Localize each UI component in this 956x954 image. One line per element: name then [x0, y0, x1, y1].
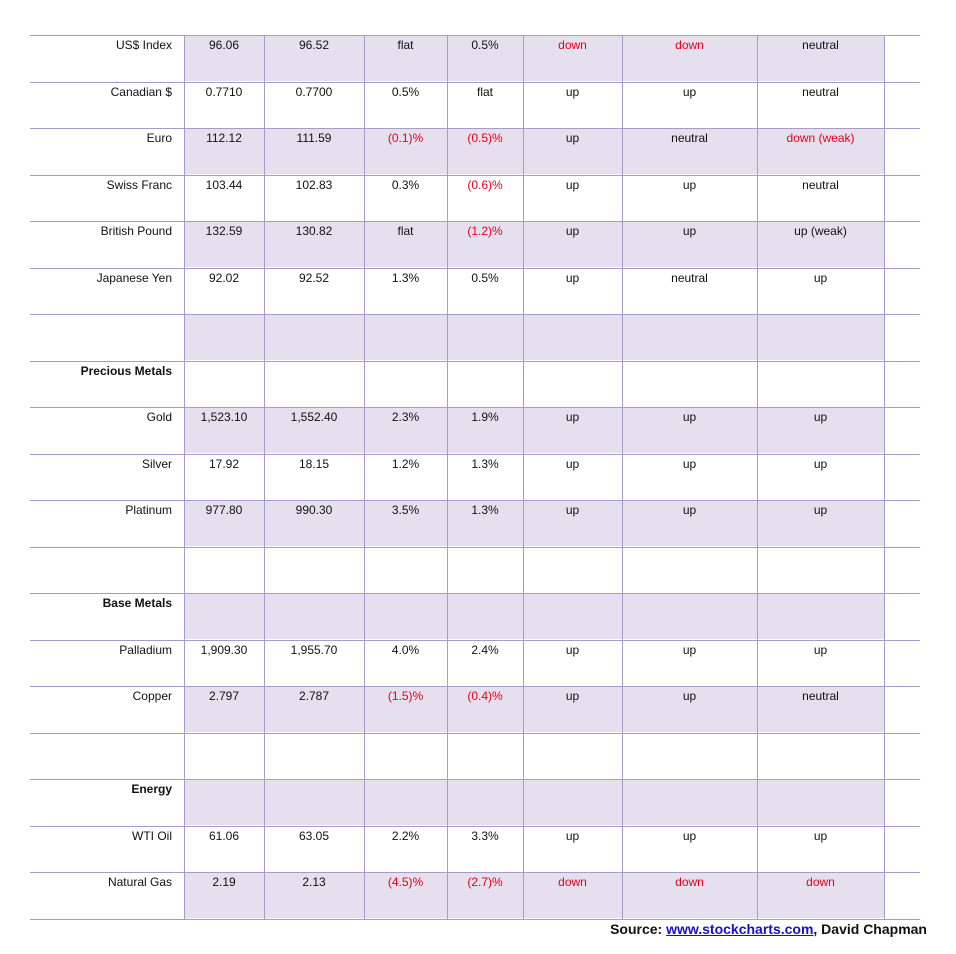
table-cell-col2: 102.83 [295, 177, 333, 192]
instrument-name: Platinum [125, 503, 172, 517]
table-cell-col6: up [682, 828, 697, 843]
table-cell-col1: 2.797 [184, 686, 264, 732]
table-cell-col5: up [523, 221, 622, 267]
table-cell-col1: 977.80 [184, 500, 264, 546]
table-cell-col6: up [682, 84, 697, 99]
grid-line-horizontal [30, 314, 920, 315]
table-cell-col6: up [682, 642, 697, 657]
table-cell-col1 [184, 361, 264, 407]
table-cell-col1: 61.06 [208, 828, 240, 843]
instrument-name: Euro [146, 131, 172, 145]
table-cell-col7 [757, 779, 884, 825]
grid-line-horizontal [30, 919, 920, 920]
source-credit [610, 921, 927, 937]
table-cell-col3: 1.3% [391, 270, 420, 285]
table-cell-col5 [523, 733, 622, 779]
instrument-name: Gold [146, 410, 172, 424]
table-cell-col2 [264, 314, 364, 360]
table-cell-col3: 0.5% [391, 84, 420, 99]
table-cell-col3 [364, 593, 447, 639]
table-cell-col2: 111.59 [264, 128, 364, 174]
table-cell-col3: flat [364, 221, 447, 267]
grid-line-horizontal [30, 826, 920, 827]
table-cell-col4: 3.3% [471, 828, 499, 843]
table-cell-col7: neutral [802, 177, 839, 192]
table-cell-col4 [447, 361, 523, 407]
table-cell-spacer [884, 500, 920, 546]
table-cell-spacer [884, 35, 920, 81]
table-cell-col2 [264, 779, 364, 825]
instrument-name: WTI Oil [132, 828, 172, 843]
table-cell-col2: 96.52 [264, 35, 364, 81]
table-cell-col4 [447, 547, 523, 593]
grid-line-horizontal [30, 593, 920, 594]
table-cell-col2 [264, 733, 364, 779]
table-cell-col4: 0.5% [447, 35, 523, 81]
table-cell-col6: down [622, 35, 757, 81]
table-cell-col7 [757, 593, 884, 639]
grid-line-horizontal [30, 733, 920, 734]
table-cell-col1: 2.19 [184, 872, 264, 918]
table-cell-col6: up [622, 221, 757, 267]
table-cell-spacer [884, 221, 920, 267]
grid-line-horizontal [30, 128, 920, 129]
source-label: Source: [610, 921, 667, 937]
table-cell-col2: 2.13 [264, 872, 364, 918]
table-cell-col7: up [757, 500, 884, 546]
table-cell-col6 [622, 314, 757, 360]
table-cell-col4: (0.4)% [447, 686, 523, 732]
table-cell-col1 [184, 779, 264, 825]
table-cell-col5: up [565, 828, 580, 843]
table-cell-col6 [622, 593, 757, 639]
table-cell-col2: 990.30 [264, 500, 364, 546]
grid-line-vertical [447, 35, 448, 919]
table-cell-col4 [447, 733, 523, 779]
table-cell-col5: up [523, 407, 622, 453]
table-cell-col1 [184, 314, 264, 360]
table-cell-col6: down [622, 872, 757, 918]
table-cell-col6: up [622, 407, 757, 453]
table-cell-col7 [757, 361, 884, 407]
table-cell-col7: up [813, 270, 828, 285]
grid-line-horizontal [30, 872, 920, 873]
table-cell-col7: up [813, 642, 828, 657]
table-cell-col5: down [523, 872, 622, 918]
table-cell-col5: up [565, 270, 580, 285]
table-cell-spacer [884, 128, 920, 174]
table-cell-col1 [184, 547, 264, 593]
instrument-name: British Pound [100, 224, 172, 238]
table-cell-col6: up [622, 686, 757, 732]
table-cell-col3 [364, 779, 447, 825]
instrument-name: Natural Gas [107, 875, 172, 889]
table-cell-col1: 0.7710 [205, 84, 243, 99]
grid-line-vertical [364, 35, 365, 919]
grid-line-vertical [622, 35, 623, 919]
table-cell-col5: up [565, 84, 580, 99]
grid-line-horizontal [30, 361, 920, 362]
table-cell-col5: up [523, 128, 622, 174]
table-cell-col7: up [757, 407, 884, 453]
instrument-name: Copper [132, 689, 172, 703]
table-cell-col4: flat [476, 84, 493, 99]
table-cell-col1: 103.44 [205, 177, 243, 192]
table-cell-col3: flat [364, 35, 447, 81]
table-cell-col3: 1.2% [391, 456, 420, 471]
table-cell-col3: (0.1)% [364, 128, 447, 174]
instrument-name [30, 733, 184, 779]
table-cell-col3: 0.3% [391, 177, 420, 192]
table-cell-spacer [884, 733, 920, 779]
table-cell-col1: 1,523.10 [184, 407, 264, 453]
instrument-name: Palladium [119, 642, 172, 657]
table-cell-col7: neutral [757, 686, 884, 732]
grid-line-vertical [264, 35, 265, 919]
table-cell-col2: 1,955.70 [290, 642, 338, 657]
table-cell-col5 [523, 361, 622, 407]
table-cell-col5: up [565, 642, 580, 657]
table-cell-col7: up [813, 456, 828, 471]
table-cell-col6: up [682, 177, 697, 192]
grid-line-horizontal [30, 500, 920, 501]
table-cell-spacer [884, 686, 920, 732]
instrument-name: Canadian $ [110, 84, 172, 99]
table-cell-spacer [884, 268, 920, 314]
table-cell-col5 [523, 314, 622, 360]
grid-line-horizontal [30, 779, 920, 780]
table-cell-col2: 2.787 [264, 686, 364, 732]
grid-line-vertical [523, 35, 524, 919]
table-cell-col4: 0.5% [471, 270, 499, 285]
table-cell-spacer [884, 826, 920, 872]
table-cell-col3: (4.5)% [364, 872, 447, 918]
table-cell-col2 [264, 361, 364, 407]
table-cell-col7: up (weak) [757, 221, 884, 267]
table-cell-col4 [447, 779, 523, 825]
table-cell-spacer [884, 640, 920, 686]
table-cell-col5: up [523, 686, 622, 732]
table-cell-col7: down (weak) [757, 128, 884, 174]
instrument-name: Japanese Yen [96, 270, 172, 285]
table-cell-col6: up [682, 456, 697, 471]
grid-line-horizontal [30, 407, 920, 408]
table-cell-col4 [447, 593, 523, 639]
table-cell-col2: 0.7700 [295, 84, 333, 99]
table-cell-col6: neutral [622, 128, 757, 174]
table-cell-col4: (0.6)% [467, 177, 503, 192]
table-cell-col6: up [622, 500, 757, 546]
table-cell-col3 [364, 361, 447, 407]
table-cell-col7 [757, 733, 884, 779]
table-cell-col5: down [523, 35, 622, 81]
table-cell-col7 [757, 547, 884, 593]
table-cell-col5: up [523, 500, 622, 546]
grid-line-horizontal [30, 82, 920, 83]
table-cell-spacer [884, 547, 920, 593]
source-suffix: , David Chapman [813, 921, 927, 937]
table-cell-spacer [884, 82, 920, 128]
table-cell-col6 [622, 361, 757, 407]
table-cell-col4 [447, 314, 523, 360]
table-cell-spacer [884, 407, 920, 453]
table-cell-spacer [884, 593, 920, 639]
table-cell-col5: up [565, 177, 580, 192]
table-cell-col6 [622, 779, 757, 825]
table-cell-col3 [364, 547, 447, 593]
table-cell-col2 [264, 547, 364, 593]
table-cell-col7 [757, 314, 884, 360]
source-link[interactable]: www.stockcharts.com [666, 921, 814, 937]
table-cell-col4: 1.3% [471, 456, 499, 471]
table-cell-col4: (1.2)% [447, 221, 523, 267]
table-cell-col2: 92.52 [298, 270, 330, 285]
grid-line-vertical [884, 35, 885, 919]
table-cell-col2: 130.82 [264, 221, 364, 267]
table-cell-col5 [523, 593, 622, 639]
table-cell-col1: 132.59 [184, 221, 264, 267]
grid-line-horizontal [30, 268, 920, 269]
section-label: Energy [131, 782, 172, 796]
table-cell-col1: 17.92 [208, 456, 240, 471]
table-cell-spacer [884, 314, 920, 360]
table-cell-col2: 1,552.40 [264, 407, 364, 453]
table-cell-col1: 96.06 [184, 35, 264, 81]
grid-line-horizontal [30, 547, 920, 548]
table-cell-col6: neutral [671, 270, 708, 285]
table-cell-col5 [523, 547, 622, 593]
grid-line-horizontal [30, 686, 920, 687]
table-cell-col2 [264, 593, 364, 639]
section-label: Precious Metals [80, 363, 172, 378]
table-cell-col4: 1.9% [447, 407, 523, 453]
table-cell-col4: (2.7)% [447, 872, 523, 918]
instrument-name: Silver [141, 456, 172, 471]
table-cell-col3: 4.0% [391, 642, 420, 657]
grid-line-horizontal [30, 221, 920, 222]
table-cell-spacer [884, 454, 920, 500]
table-cell-col4: 2.4% [471, 642, 499, 657]
grid-line-vertical [757, 35, 758, 919]
table-cell-col6 [622, 733, 757, 779]
table-cell-col2: 63.05 [298, 828, 330, 843]
table-cell-col1 [184, 733, 264, 779]
instrument-name [30, 314, 184, 360]
table-cell-col7: neutral [802, 84, 839, 99]
table-cell-col7: neutral [757, 35, 884, 81]
table-cell-col3: 2.2% [391, 828, 420, 843]
table-cell-col3: (1.5)% [364, 686, 447, 732]
table-cell-col5 [523, 779, 622, 825]
table-cell-col5: up [565, 456, 580, 471]
table-cell-col4: 1.3% [447, 500, 523, 546]
instrument-name [30, 547, 184, 593]
table-cell-col4: (0.5)% [447, 128, 523, 174]
table-cell-col1: 112.12 [184, 128, 264, 174]
table-cell-col3 [364, 733, 447, 779]
table-cell-col3 [364, 314, 447, 360]
section-label: Base Metals [102, 596, 172, 610]
table-cell-spacer [884, 175, 920, 221]
instrument-name: US$ Index [115, 38, 172, 52]
table-cell-spacer [884, 872, 920, 918]
table-cell-spacer [884, 779, 920, 825]
grid-line-horizontal [30, 35, 920, 36]
table-cell-col1: 92.02 [208, 270, 240, 285]
table-cell-col2: 18.15 [298, 456, 330, 471]
grid-line-vertical [184, 35, 185, 919]
grid-line-horizontal [30, 454, 920, 455]
instrument-name: Swiss Franc [106, 177, 172, 192]
table-cell-col7: up [813, 828, 828, 843]
grid-line-horizontal [30, 640, 920, 641]
table-cell-col3: 3.5% [364, 500, 447, 546]
table-cell-col6 [622, 547, 757, 593]
table-cell-spacer [884, 361, 920, 407]
grid-line-horizontal [30, 175, 920, 176]
table-cell-col1: 1,909.30 [200, 642, 248, 657]
table-cell-col3: 2.3% [364, 407, 447, 453]
table-cell-col1 [184, 593, 264, 639]
table-cell-col7: down [757, 872, 884, 918]
